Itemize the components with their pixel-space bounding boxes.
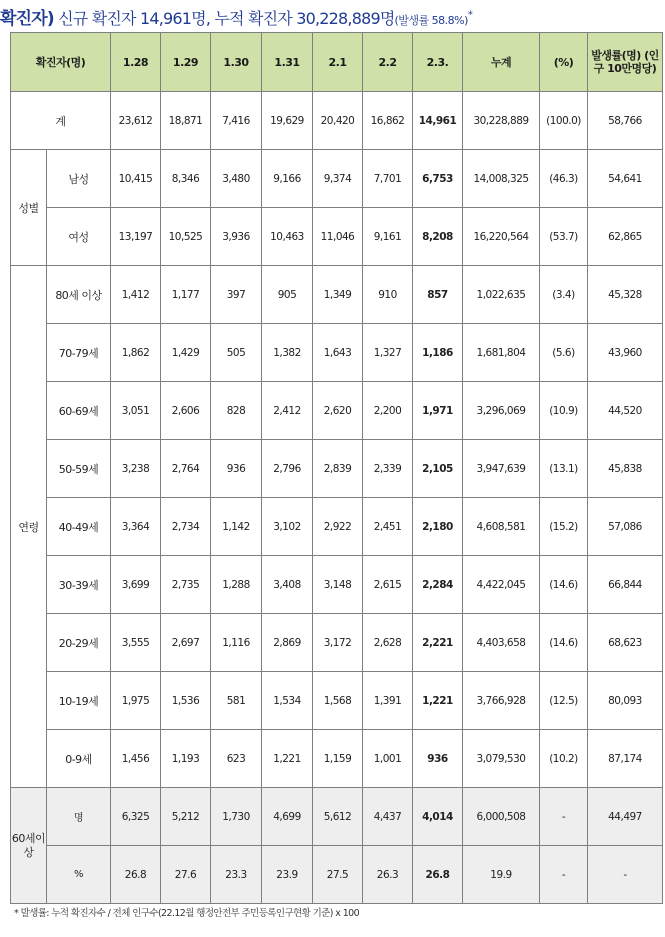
cell-cumulative: 14,008,325 — [463, 150, 540, 208]
cell-value-latest: 1,221 — [413, 672, 463, 730]
cell-percent: (10.2) — [540, 730, 588, 788]
cell-rate: 87,174 — [588, 730, 663, 788]
table-row — [11, 266, 663, 324]
cell-value: 1,643 — [313, 324, 363, 382]
age-section — [11, 266, 663, 788]
cell-rate: 44,520 — [588, 382, 663, 440]
cell-value: 3,480 — [211, 150, 262, 208]
cell-value: 936 — [211, 440, 262, 498]
cell-rate: 66,844 — [588, 556, 663, 614]
cell-percent: (5.6) — [540, 324, 588, 382]
cell-value-latest: 1,971 — [413, 382, 463, 440]
cell-value: 623 — [211, 730, 262, 788]
cell-value-latest: 2,284 — [413, 556, 463, 614]
header-date: 1.29 — [161, 33, 211, 92]
cell-value: 2,412 — [262, 382, 313, 440]
row-label: 70-79세 — [47, 324, 111, 382]
cell-percent: (14.6) — [540, 614, 588, 672]
cell-cumulative: 1,022,635 — [463, 266, 540, 324]
cell-percent: (10.9) — [540, 382, 588, 440]
table-row — [11, 382, 663, 440]
cell-value: 1,221 — [262, 730, 313, 788]
cell-percent: - — [540, 846, 588, 904]
cell-percent: (15.2) — [540, 498, 588, 556]
header-date: 1.30 — [211, 33, 262, 92]
cell-value: 505 — [211, 324, 262, 382]
cell-value: 2,764 — [161, 440, 211, 498]
cell-value: 3,408 — [262, 556, 313, 614]
row-label: 남성 — [47, 150, 111, 208]
cell-cumulative: 3,079,530 — [463, 730, 540, 788]
row-label: 10-19세 — [47, 672, 111, 730]
cell-value: 4,437 — [363, 788, 413, 846]
header-date: 2.2 — [363, 33, 413, 92]
cell-value-latest: 857 — [413, 266, 463, 324]
row-label: 0-9세 — [47, 730, 111, 788]
cell-rate: 58,766 — [588, 92, 663, 150]
table-row-total — [11, 92, 663, 150]
cell-value: 23.9 — [262, 846, 313, 904]
cell-value: 1,536 — [161, 672, 211, 730]
cell-value: 1,534 — [262, 672, 313, 730]
row-label: 50-59세 — [47, 440, 111, 498]
cell-cumulative: 4,608,581 — [463, 498, 540, 556]
row-label: 20-29세 — [47, 614, 111, 672]
cell-value: 9,161 — [363, 208, 413, 266]
cell-value: 20,420 — [313, 92, 363, 150]
cell-cumulative: 6,000,508 — [463, 788, 540, 846]
cell-value: 1,568 — [313, 672, 363, 730]
cell-value: 27.5 — [313, 846, 363, 904]
cell-value: 1,382 — [262, 324, 313, 382]
cell-rate: 57,086 — [588, 498, 663, 556]
cell-value: 5,612 — [313, 788, 363, 846]
cell-percent: (13.1) — [540, 440, 588, 498]
row-label: 여성 — [47, 208, 111, 266]
cell-value: 1,177 — [161, 266, 211, 324]
cell-value-latest: 2,221 — [413, 614, 463, 672]
confirmed-cases-table — [10, 32, 663, 904]
cell-value: 3,936 — [211, 208, 262, 266]
cell-value: 2,628 — [363, 614, 413, 672]
cell-value: 1,116 — [211, 614, 262, 672]
cell-rate: - — [588, 846, 663, 904]
table-row — [11, 556, 663, 614]
cell-percent: (53.7) — [540, 208, 588, 266]
cell-value-latest: 6,753 — [413, 150, 463, 208]
cell-value: 26.3 — [363, 846, 413, 904]
cell-cumulative: 4,422,045 — [463, 556, 540, 614]
cell-value: 1,391 — [363, 672, 413, 730]
cell-value: 397 — [211, 266, 262, 324]
cell-value: 2,735 — [161, 556, 211, 614]
group-label: 연령 — [11, 266, 47, 788]
cell-percent: - — [540, 788, 588, 846]
cell-value-latest: 936 — [413, 730, 463, 788]
cell-value: 3,051 — [111, 382, 161, 440]
title-label: 확진자) — [0, 9, 54, 29]
table-row — [11, 440, 663, 498]
title-summary: 신규 확진자 14,961명, 누적 확진자 30,228,889명 — [53, 9, 395, 28]
cell-value: 1,288 — [211, 556, 262, 614]
footnote: * 발생률: 누적 확진자수 / 전체 인구수(22.12월 행정안전부 주민등록인구현황 기준) x 100 — [14, 908, 360, 919]
cell-rate: 80,093 — [588, 672, 663, 730]
cell-value: 7,416 — [211, 92, 262, 150]
cell-value-latest: 26.8 — [413, 846, 463, 904]
page-title — [0, 4, 665, 28]
cell-value: 2,922 — [313, 498, 363, 556]
title-rate: (발생률 58.8%) — [394, 14, 468, 27]
cell-value: 3,102 — [262, 498, 313, 556]
cell-rate: 45,328 — [588, 266, 663, 324]
cell-value: 2,200 — [363, 382, 413, 440]
unit-label: % — [47, 846, 111, 904]
header-date: 1.31 — [262, 33, 313, 92]
cell-value: 9,166 — [262, 150, 313, 208]
table-row — [11, 846, 663, 904]
cell-value: 5,212 — [161, 788, 211, 846]
cell-value: 3,699 — [111, 556, 161, 614]
cell-value: 9,374 — [313, 150, 363, 208]
header-rate: 발생률(명) (인구 10만명당) — [588, 33, 663, 92]
cell-value: 18,871 — [161, 92, 211, 150]
cell-cumulative: 3,947,639 — [463, 440, 540, 498]
table-row — [11, 614, 663, 672]
cell-value: 1,412 — [111, 266, 161, 324]
cell-value: 1,142 — [211, 498, 262, 556]
cell-value-latest: 1,186 — [413, 324, 463, 382]
group-label: 60세이상 — [11, 788, 47, 904]
unit-label: 명 — [47, 788, 111, 846]
cell-value: 3,555 — [111, 614, 161, 672]
cell-value: 1,001 — [363, 730, 413, 788]
cell-value: 11,046 — [313, 208, 363, 266]
cell-value-latest: 14,961 — [413, 92, 463, 150]
cell-value: 19,629 — [262, 92, 313, 150]
cell-percent: (3.4) — [540, 266, 588, 324]
cell-value: 2,606 — [161, 382, 211, 440]
table-row — [11, 150, 663, 208]
cell-value: 3,148 — [313, 556, 363, 614]
row-label: 30-39세 — [47, 556, 111, 614]
sixty-plus-section — [11, 788, 663, 904]
cell-value: 828 — [211, 382, 262, 440]
cell-value-latest: 4,014 — [413, 788, 463, 846]
header-category: 확진자(명) — [11, 33, 111, 92]
header-cumulative: 누계 — [463, 33, 540, 92]
cell-percent: (14.6) — [540, 556, 588, 614]
cell-percent: (12.5) — [540, 672, 588, 730]
cell-value: 905 — [262, 266, 313, 324]
cell-value: 2,620 — [313, 382, 363, 440]
cell-value: 1,862 — [111, 324, 161, 382]
cell-value: 10,463 — [262, 208, 313, 266]
cell-value: 2,697 — [161, 614, 211, 672]
cell-value: 1,975 — [111, 672, 161, 730]
cell-cumulative: 30,228,889 — [463, 92, 540, 150]
cell-value: 1,349 — [313, 266, 363, 324]
cell-value-latest: 2,180 — [413, 498, 463, 556]
cell-value: 1,327 — [363, 324, 413, 382]
header-date: 2.3. — [413, 33, 463, 92]
cell-value: 6,325 — [111, 788, 161, 846]
cell-value: 2,839 — [313, 440, 363, 498]
cell-value: 910 — [363, 266, 413, 324]
cell-value: 1,429 — [161, 324, 211, 382]
cell-cumulative: 16,220,564 — [463, 208, 540, 266]
row-label: 60-69세 — [47, 382, 111, 440]
cell-rate: 62,865 — [588, 208, 663, 266]
cell-value: 1,456 — [111, 730, 161, 788]
cell-cumulative: 3,296,069 — [463, 382, 540, 440]
cell-value: 2,339 — [363, 440, 413, 498]
cell-value: 10,415 — [111, 150, 161, 208]
cell-rate: 68,623 — [588, 614, 663, 672]
cell-percent: (46.3) — [540, 150, 588, 208]
cell-value-latest: 8,208 — [413, 208, 463, 266]
cell-rate: 45,838 — [588, 440, 663, 498]
cell-value: 2,451 — [363, 498, 413, 556]
table-row — [11, 208, 663, 266]
row-label: 40-49세 — [47, 498, 111, 556]
title-footnote-marker: * — [467, 9, 473, 21]
cell-value: 10,525 — [161, 208, 211, 266]
cell-value: 1,730 — [211, 788, 262, 846]
header-date: 1.28 — [111, 33, 161, 92]
table-row — [11, 788, 663, 846]
cell-cumulative: 4,403,658 — [463, 614, 540, 672]
cell-cumulative: 3,766,928 — [463, 672, 540, 730]
header-row — [11, 33, 663, 92]
group-label: 성별 — [11, 150, 47, 266]
cell-value: 1,159 — [313, 730, 363, 788]
cell-value: 2,734 — [161, 498, 211, 556]
sex-section — [11, 150, 663, 266]
cell-value: 2,615 — [363, 556, 413, 614]
row-label: 계 — [11, 92, 111, 150]
cell-value: 3,364 — [111, 498, 161, 556]
cell-cumulative: 1,681,804 — [463, 324, 540, 382]
cell-value: 3,238 — [111, 440, 161, 498]
cell-rate: 54,641 — [588, 150, 663, 208]
cell-value: 2,869 — [262, 614, 313, 672]
cell-value: 7,701 — [363, 150, 413, 208]
cell-rate: 44,497 — [588, 788, 663, 846]
cell-value: 4,699 — [262, 788, 313, 846]
cell-value: 23,612 — [111, 92, 161, 150]
cell-value: 8,346 — [161, 150, 211, 208]
cell-value: 26.8 — [111, 846, 161, 904]
cell-value: 3,172 — [313, 614, 363, 672]
table-row — [11, 498, 663, 556]
cell-value: 27.6 — [161, 846, 211, 904]
header-percent: (%) — [540, 33, 588, 92]
cell-cumulative: 19.9 — [463, 846, 540, 904]
cell-percent: (100.0) — [540, 92, 588, 150]
cell-value: 23.3 — [211, 846, 262, 904]
cell-value: 1,193 — [161, 730, 211, 788]
cell-value: 581 — [211, 672, 262, 730]
row-label: 80세 이상 — [47, 266, 111, 324]
cell-value: 16,862 — [363, 92, 413, 150]
table-row — [11, 672, 663, 730]
header-date: 2.1 — [313, 33, 363, 92]
cell-value-latest: 2,105 — [413, 440, 463, 498]
cell-rate: 43,960 — [588, 324, 663, 382]
cell-value: 13,197 — [111, 208, 161, 266]
table-row — [11, 730, 663, 788]
cell-value: 2,796 — [262, 440, 313, 498]
table-row — [11, 324, 663, 382]
